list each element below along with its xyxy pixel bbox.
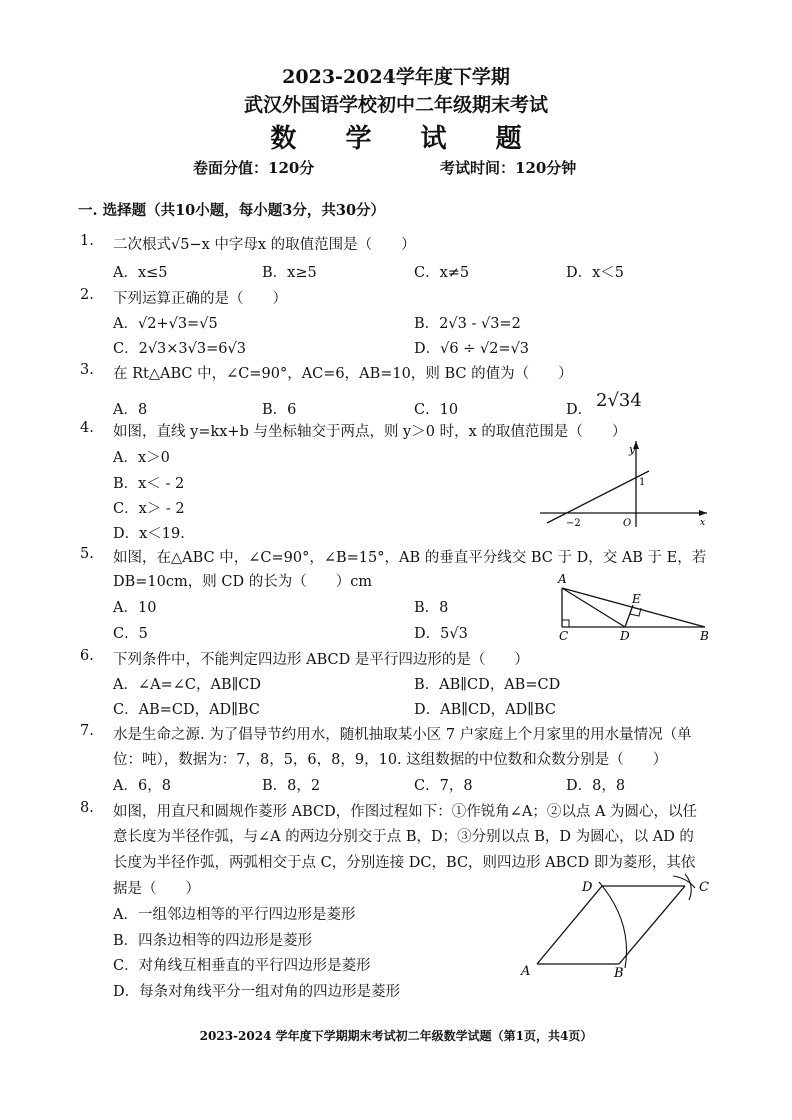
question-text: 下列运算正确的是（ ） — [113, 291, 287, 307]
question-text: 在 Rt△ABC 中，∠C=90°，AC=6，AB=10，则 BC 的值为（ ） — [113, 366, 573, 382]
segment-ed — [625, 605, 633, 627]
question-number: 8. — [80, 800, 94, 816]
question-text-line2: 意长度为半径作弧，与∠A 的两边分别交于点 B，D；③分别以点 B，D 为圆心，以 AD 的 — [113, 829, 694, 845]
question-text-line3: 长度为半径作弧，两弧相交于点 C，分别连接 DC，BC，则四边形 ABCD 即为菱形，其依 — [113, 855, 696, 871]
option-d: D．√6 ÷ √2=√3 — [414, 341, 530, 357]
coordinate-graph-figure — [535, 435, 715, 530]
question-number: 5. — [80, 546, 94, 562]
triangle-abc-figure — [550, 568, 720, 642]
question-text: 如图，直线 y=kx+b 与坐标轴交于两点，则 y＞0 时，x 的取值范围是（ ） — [113, 424, 627, 440]
point-d-label: D — [582, 880, 593, 895]
option-a: A．x≤5 — [113, 265, 168, 281]
question-text-line2: 位：吨），数据为：7，8，5，6，8，9，10. 这组数据的中位数和众数分别是（ ） — [113, 752, 668, 768]
point-c-label: C — [559, 629, 569, 642]
option-c: C．x＞ - 2 — [113, 501, 185, 517]
question-number: 2. — [80, 287, 94, 303]
option-c: C．对角线互相垂直的平行四边形是菱形 — [113, 958, 371, 974]
intercept-neg2-label: −2 — [566, 518, 581, 529]
option-a: A．x＞0 — [113, 450, 170, 466]
point-b-label: B — [614, 966, 624, 981]
intercept-1-label: 1 — [639, 477, 646, 488]
option-b: B．6 — [262, 402, 297, 418]
option-d: D．8，8 — [566, 778, 626, 794]
question-number: 1. — [80, 233, 94, 249]
question-text-line1: 如图，用直尺和圆规作菱形 ABCD，作图过程如下：①作锐角∠A；②以点 A 为圆心，以任 — [113, 804, 698, 820]
option-a: A．10 — [113, 600, 157, 616]
option-d: D．5√3 — [414, 626, 468, 642]
compass-arc-from-b — [685, 874, 691, 900]
option-b: B．x≥5 — [262, 265, 317, 281]
line-kx-b — [547, 471, 649, 523]
question-text-line1: 如图，在△ABC 中，∠C=90°，∠B=15°，AB 的垂直平分线交 BC 于 D，交 AB 于 E，若 — [113, 550, 707, 566]
question-text-line1: 水是生命之源. 为了倡导节约用水，随机抽取某小区 7 户家庭上个月家里的用水量情况（单 — [113, 727, 692, 743]
option-d-value: 2√34 — [596, 390, 642, 411]
point-a-label: A — [521, 964, 531, 979]
option-c: C．7，8 — [414, 778, 473, 794]
option-a: A．√2+√3=√5 — [113, 316, 218, 332]
point-e-label: E — [632, 592, 641, 606]
exam-year-title: 2023-2024学年度下学期 — [282, 66, 510, 88]
option-c: C．10 — [414, 402, 459, 418]
option-b: B．AB∥CD，AB=CD — [414, 677, 561, 693]
section-heading: 一. 选择题（共10小题，每小题3分，共30分） — [78, 202, 386, 219]
right-angle-c-icon — [562, 620, 569, 627]
page-footer: 2023-2024 学年度下学期期末考试初二年级数学试题（第1页，共4页） — [199, 1029, 593, 1043]
option-b: B．x＜ - 2 — [113, 476, 185, 492]
origin-label: O — [623, 518, 632, 529]
segment-ad — [562, 588, 625, 627]
option-d: D． — [566, 402, 593, 418]
exam-school-title: 武汉外国语学校初中二年级期末考试 — [243, 94, 548, 116]
x-axis-label: x — [700, 518, 706, 528]
segment-ad — [537, 886, 602, 964]
question-text: 二次根式√5−x 中字母x 的取值范围是（ ） — [113, 237, 416, 253]
option-b: B．8，2 — [262, 778, 321, 794]
y-axis-label: y — [629, 443, 636, 456]
option-c: C．x≠5 — [414, 265, 470, 281]
option-b: B．2√3 - √3=2 — [414, 316, 521, 332]
x-axis-arrow-icon — [699, 510, 707, 516]
option-c: C．2√3×3√3=6√3 — [113, 341, 246, 357]
point-a-label: A — [558, 572, 567, 586]
question-text-line4: 据是（ ） — [113, 881, 200, 897]
rhombus-construction-figure — [515, 872, 720, 984]
question-text-line2: DB=10cm，则 CD 的长为（ ）cm — [113, 574, 373, 590]
point-d-label: D — [620, 629, 630, 642]
question-number: 3. — [80, 362, 94, 378]
total-score: 卷面分值：120分 — [193, 159, 315, 177]
option-d: D．AB∥CD，AD∥BC — [414, 702, 556, 718]
option-a: A．6，8 — [113, 778, 171, 794]
option-a: A．8 — [113, 402, 148, 418]
option-d: D．x＜19. — [113, 526, 185, 542]
point-b-label: B — [700, 629, 709, 642]
exam-subject-title: 数 学 试 题 — [270, 124, 542, 154]
option-c: C．AB=CD，AD∥BC — [113, 702, 260, 718]
option-c: C．5 — [113, 626, 148, 642]
point-c-label: C — [699, 880, 709, 895]
exam-time: 考试时间：120分钟 — [440, 159, 577, 177]
option-d: D．x＜5 — [566, 265, 625, 281]
segment-bc — [619, 886, 685, 964]
question-number: 4. — [80, 420, 94, 436]
option-a: A．一组邻边相等的平行四边形是菱形 — [113, 907, 356, 923]
question-text: 下列条件中，不能判定四边形 ABCD 是平行四边形的是（ ） — [113, 652, 529, 668]
question-number: 6. — [80, 648, 94, 664]
option-d: D．每条对角线平分一组对角的四边形是菱形 — [113, 984, 401, 1000]
option-a: A．∠A=∠C，AB∥CD — [113, 677, 262, 693]
option-b: B．8 — [414, 600, 449, 616]
option-b: B．四条边相等的四边形是菱形 — [113, 933, 313, 949]
compass-arc-bd — [599, 882, 627, 968]
question-number: 7. — [80, 723, 94, 739]
